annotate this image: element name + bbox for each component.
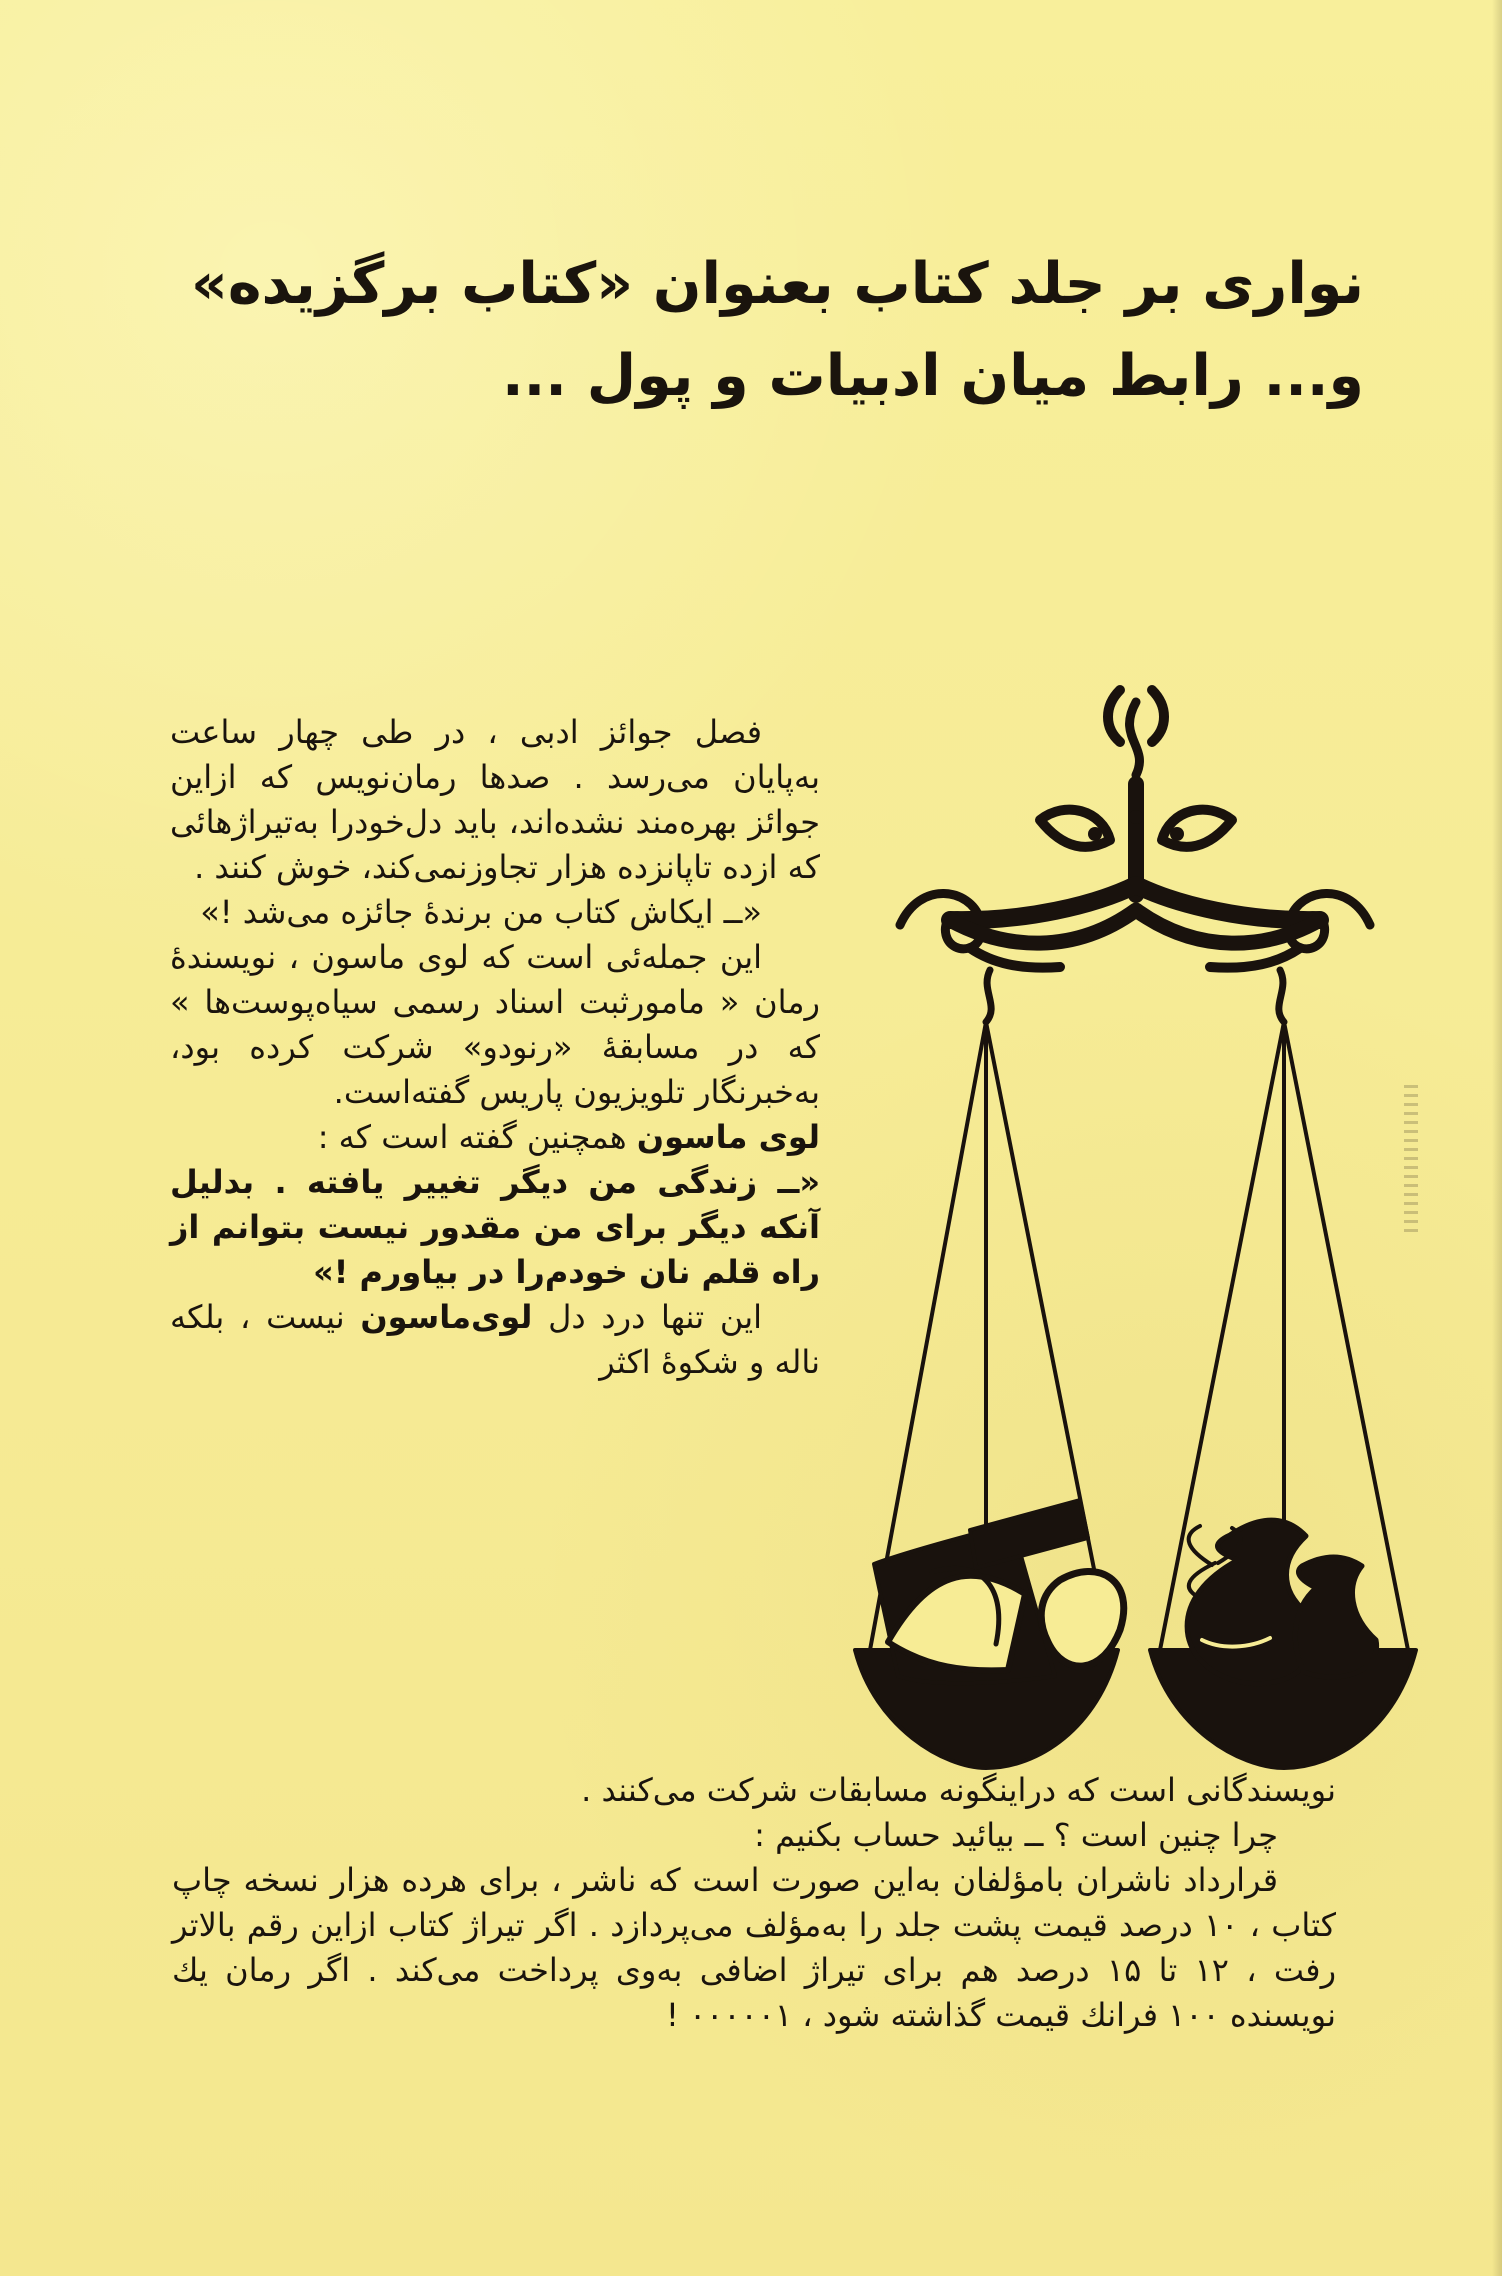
intro-paragraph: فصل جوائز ادبی ، در طی چهار ساعت به‌پایان می‌رسد . صدها رمان‌نویس که ازاین جوائز بهره‌مند نشده‌اند، باید دل‌خودرا به‌تیراژهائی که ازده تاپانزده هزار تجاوزنمی‌کند، خوش کنند . (170, 713, 820, 886)
wish-quote: «ــ ایکاش کتاب من برندهٔ جائزه می‌شد !» (200, 893, 762, 931)
article-upper-column (170, 710, 820, 1385)
closing-paragraph (170, 1295, 820, 1385)
statement-lead-rest: همچنین گفته است که : (317, 1118, 637, 1156)
article-lower-column (172, 1768, 1336, 2038)
balance-scale-icon (850, 680, 1410, 1770)
headline-line-2: و... رابط میان ادبیات و پول ... (502, 343, 1364, 409)
lower-first-line: نویسندگانی است که دراینگونه مسابقات شرکت می‌کنند . (581, 1771, 1336, 1809)
question-line: چرا چنین است ؟ ــ بیائید حساب بکنیم : (754, 1816, 1278, 1854)
article-headline (191, 238, 1364, 422)
closing-paragraph-end: نیست ، بلکه ناله و شکوهٔ اکثر (170, 1298, 820, 1381)
statement-lead (170, 1115, 820, 1160)
scan-edge (1492, 0, 1502, 2276)
contract-paragraph: قرارداد ناشران بامؤلفان به‌این صورت است که ناشر ، برای هرده هزار نسخه چاپ کتاب ، ۱۰ درصد قیمت پشت جلد را به‌مؤلف می‌پردازد . اگر تیراژ کتاب ازاین رقم بالاتر رفت ، ۱۲ تا ۱۵ درصد هم برای تیراژ اضافی به‌وی پرداخت می‌کند . اگر رمان یك نویسنده ۱۰۰ فرانك قیمت گذاشته شود ، ۰۰۰۰۰۱ ! (172, 1861, 1337, 2034)
bold-author-quote: «ــ زندگی من دیگر تغییر یافته . بدلیل آنکه دیگر برای من مقدور نیست بتوانم از راه قلم نان خودم‌را در بیاورم !» (170, 1163, 820, 1291)
author-name-bold: لوی ماسون (636, 1118, 820, 1156)
headline-line-1: نواری بر جلد کتاب بعنوان «کتاب برگزیده» (191, 251, 1364, 317)
closing-paragraph-start: این تنها درد دل (532, 1298, 763, 1336)
author-quote-paragraph: این جمله‌ئی است که لوی ماسون ، نویسندهٔ رمان « مامورثبت اسناد رسمی سیاه‌پوست‌ها » که در مسابقهٔ «رنودو» شرکت کرده بود، به‌خبرنگار تلویزیون پاریس گفته‌است. (170, 938, 820, 1111)
balance-scale-illustration (850, 680, 1410, 1770)
closing-author-name: لوی‌ماسون (360, 1298, 533, 1336)
